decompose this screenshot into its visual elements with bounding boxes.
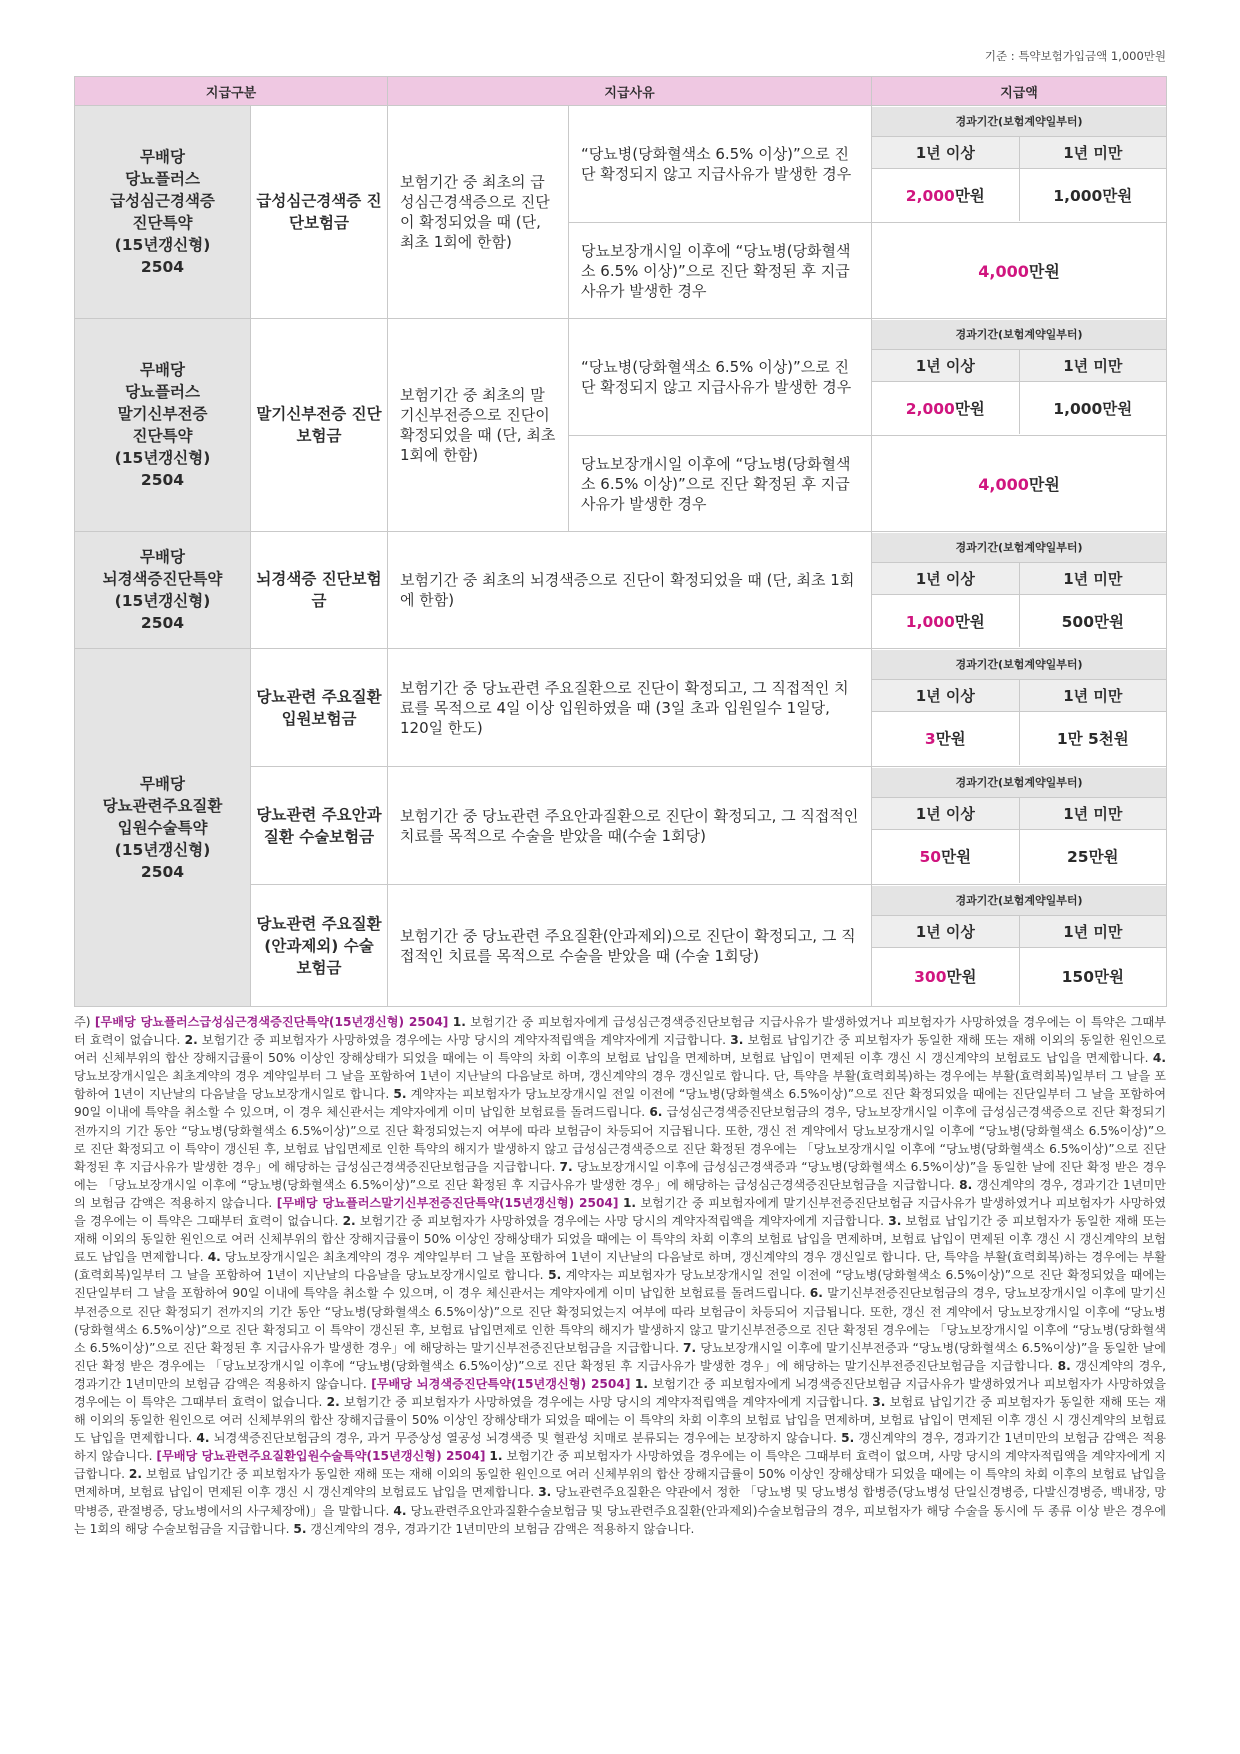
table-row xyxy=(75,106,1167,223)
table-header-row xyxy=(75,77,1167,106)
benefit-name: 당뇨관련 주요질환 (안과제외) 수술 보험금 xyxy=(251,885,388,1007)
payment-condition: “당뇨병(당화혈색소 6.5% 이상)”으로 진단 확정되지 않고 지급사유가 발생한 경우 xyxy=(569,319,872,436)
period-label: 경과기간(보험계약일부터) xyxy=(872,650,1166,679)
amount-cell xyxy=(872,649,1167,767)
payment-condition: “당뇨병(당화혈색소 6.5% 이상)”으로 진단 확정되지 않고 지급사유가 발생한 경우 xyxy=(569,106,872,223)
col-under: 1년 미만 xyxy=(1019,797,1166,829)
rider-name: 무배당 당뇨플러스 급성심근경색증 진단특약 (15년갱신형) 2504 xyxy=(75,106,251,319)
col-under: 1년 미만 xyxy=(1019,136,1166,168)
note-section-title: [무배당 당뇨플러스급성심근경색증진단특약(15년갱신형) 2504] xyxy=(94,1015,449,1029)
col-under: 1년 미만 xyxy=(1019,679,1166,711)
note-section-title: [무배당 당뇨플러스말기신부전증진단특약(15년갱신형) 2504] xyxy=(276,1195,619,1210)
amount-cell xyxy=(872,885,1167,1007)
col-over: 1년 이상 xyxy=(872,562,1019,594)
amount-over: 2,000만원 xyxy=(872,381,1019,434)
col-over: 1년 이상 xyxy=(872,349,1019,381)
benefit-table xyxy=(74,76,1167,1007)
amount-cell xyxy=(872,767,1167,885)
col-under: 1년 미만 xyxy=(1019,349,1166,381)
rider-name: 무배당 당뇨관련주요질환 입원수술특약 (15년갱신형) 2504 xyxy=(75,649,251,1007)
col-over: 1년 이상 xyxy=(872,679,1019,711)
amount-over: 1,000만원 xyxy=(872,594,1019,647)
header-category: 지급구분 xyxy=(75,77,388,106)
amount-single: 4,000만원 xyxy=(872,223,1167,319)
payment-reason: 보험기간 중 최초의 말기신부전증으로 진단이 확정되었을 때 (단, 최초 1회에 한함) xyxy=(388,319,569,532)
payment-reason: 보험기간 중 당뇨관련 주요질환으로 진단이 확정되고, 그 직접적인 치료를 목적으로 4일 이상 입원하였을 때 (3일 초과 입원일수 1일당, 120일 한도) xyxy=(388,649,872,767)
amount-over: 50만원 xyxy=(872,829,1019,883)
amount-cell xyxy=(872,319,1167,436)
footnotes: 주) [무배당 당뇨플러스급성심근경색증진단특약(15년갱신형) 2504] 1. 보험기간 중 피보험자에게 급성심근경색증진단보험금 지급사유가 발생하였거나 피보험자가 사망하였을 경우에는 이 특약은 그때부터 효력이 없습니다. 2. 보험기간 중 피보험자가 사망하였을 경우에는 사망 당시의 계약자적립액을 계약자에게 지급합니다. 3. 보험료 납입기간 중 피보험자가 동일한 재해 또는 재해 이외의 동일한 원인으로 여러 신체부위의 합산 장해지급률이 50% 이상인 장해상태가 되었을 때에는 이 특약의 차회 이후의 보험료 납입을 면제하며, 보험료 납입이 면제된 이후 갱신 시 갱신계약의 보험료도 납입을 면제합니다. 4. 당뇨보장개시일은 최초계약의 경우 계약일부터 그 날을 포함하여 1년이 지난날의 다음날로 하며, 갱신계약의 경우 갱신일로 합니다. 단, 특약을 부활(효력회복)하는 경우에는 부활(효력회복)일부터 그 날을 포함하여 1년이 지난날의 다음날을 당뇨보장개시일로 합니다. 5. 계약자는 피보험자가 당뇨보장개시일 전일 이전에 “당뇨병(당화혈색소 6.5%이상)”으로 진단 확정되었을 때에는 진단일부터 그 날을 포함하여 90일 이내에 특약을 취소할 수 있으며, 이 경우 체신관서는 계약자에게 이미 납입한 보험료를 돌려드립니다. 6. 급성심근경색증진단보험금의 경우, 당뇨보장개시일 이후에 급성심근경색증으로 진단 확정되기 전까지의 기간 동안 “당뇨병(당화혈색소 6.5%이상)”으로 진단 확정되었는지 여부에 따라 보험금이 차등되어 지급됩니다. 또한, 갱신 전 계약에서 당뇨보장개시일 이후에 “당뇨병(당화혈색소 6.5%이상)”으로 진단 확정되고 이 특약이 갱신된 후, 보험료 납입면제로 인한 특약의 해지가 발생하지 않고 급성심근경색증으로 진단 확정된 경우에는 「당뇨보장개시일 이후에 “당뇨병(당화혈색소 6.5%이상)”으로 진단 확정된 후 지급사유가 발생한 경우」에 해당하는 급성심근경색증진단보험금을 지급합니다. 7. 당뇨보장개시일 이후에 급성심근경색증과 “당뇨병(당화혈색소 6.5%이상)”을 동일한 날에 진단 확정 받은 경우에는 「당뇨보장개시일 이후에 “당뇨병(당화혈색소 6.5%이상)”으로 진단 확정된 후 지급사유가 발생한 경우」에 해당하는 급성심근경색증진단보험금을 지급합니다. 8. 갱신계약의 경우, 경과기간 1년미만의 보험금 감액은 적용하지 않습니다. [무배당 당뇨플러스말기신부전증진단특약(15년갱신형) 2504] 1. 보험기간 중 피보험자에게 말기신부전증진단보험금 지급사유가 발생하였거나 피보험자가 사망하였을 경우에는 이 특약은 그때부터 효력이 없습니다. 2. 보험기간 중 피보험자가 사망하였을 경우에는 사망 당시의 계약자적립액을 계약자에게 지급합니다. 3. 보험료 납입기간 중 피보험자가 동일한 재해 또는 재해 이외의 동일한 원인으로 여러 신체부위의 합산 장해지급률이 50% 이상인 장해상태가 되었을 때에는 이 특약의 차회 이후의 보험료 납입을 면제하며, 보험료 납입이 면제된 이후 갱신 시 갱신계약의 보험료도 납입을 면제합니다. 4. 당뇨보장개시일은 최초계약의 경우 계약일부터 그 날을 포함하여 1년이 지난날의 다음날로 하며, 갱신계약의 경우 갱신일로 합니다. 단, 특약을 부활(효력회복)하는 경우에는 부활(효력회복)일부터 그 날을 포함하여 1년이 지난날의 다음날을 당뇨보장개시일로 합니다. 5. 계약자는 피보험자가 당뇨보장개시일 전일 이전에 “당뇨병(당화혈색소 6.5%이상)”으로 진단 확정되었을 때에는 진단일부터 그 날을 포함하여 90일 이내에 특약을 취소할 수 있으며, 이 경우 체신관서는 계약자에게 이미 납입한 보험료를 돌려드립니다. 6. 말기신부전증진단보험금의 경우, 당뇨보장개시일 이후에 말기신부전증으로 진단 확정되기 전까지의 기간 동안 “당뇨병(당화혈색소 6.5%이상)”으로 진단 확정되었는지 여부에 따라 보험금이 차등되어 지급됩니다. 또한, 갱신 전 계약에서 당뇨보장개시일 이후에 “당뇨병(당화혈색소 6.5%이상)”으로 진단 확정되고 이 특약이 갱신된 후, 보험료 납입면제로 인한 특약의 해지가 발생하지 않고 말기신부전증으로 진단 확정된 경우에는 「당뇨보장개시일 이후에 “당뇨병(당화혈색소 6.5%이상)”으로 진단 확정된 후 지급사유가 발생한 경우」에 해당하는 말기신부전증진단보험금을 지급합니다. 7. 당뇨보장개시일 이후에 말기신부전증과 “당뇨병(당화혈색소 6.5%이상)”을 동일한 날에 진단 확정 받은 경우에는 「당뇨보장개시일 이후에 “당뇨병(당화혈색소 6.5%이상)”으로 진단 확정된 후 지급사유가 발생한 경우」에 해당하는 말기신부전증진단보험금을 지급합니다. 8. 갱신계약의 경우, 경과기간 1년미만의 보험금 감액은 적용하지 않습니다. [무배당 뇌경색증진단특약(15년갱신형) 2504] 1. 보험기간 중 피보험자에게 뇌경색증진단보험금 지급사유가 발생하였거나 피보험자가 사망하였을 경우에는 이 특약은 그때부터 효력이 없습니다. 2. 보험기간 중 피보험자가 사망하였을 경우에는 사망 당시의 계약자적립액을 계약자에게 지급합니다. 3. 보험료 납입기간 중 피보험자가 동일한 재해 또는 재해 이외의 동일한 원인으로 여러 신체부위의 합산 장해지급률이 50% 이상인 장해상태가 되었을 때에는 이 특약의 차회 이후의 보험료 납입을 면제하며, 보험료 납입이 면제된 이후 갱신 시 갱신계약의 보험료도 납입을 면제합니다. 4. 뇌경색증진단보험금의 경우, 과거 무증상성 열공성 뇌경색증 및 혈관성 치매로 분류되는 경우에는 보장하지 않습니다. 5. 갱신계약의 경우, 경과기간 1년미만의 보험금 감액은 적용하지 않습니다. [무배당 당뇨관련주요질환입원수술특약(15년갱신형) 2504] 1. 보험기간 중 피보험자가 사망하였을 경우에는 이 특약은 그때부터 효력이 없으며, 사망 당시의 계약자적립액을 계약자에게 지급합니다. 2. 보험료 납입기간 중 피보험자가 동일한 재해 또는 재해 이외의 동일한 원인으로 여러 신체부위의 합산 장해지급률이 50% 이상인 장해상태가 되었을 때에는 이 특약의 차회 이후의 보험료 납입을 면제하며, 보험료 납입이 면제된 이후 갱신 시 갱신계약의 보험료도 납입을 면제합니다. 3. 당뇨관련주요질환은 약관에서 정한 「당뇨병 및 당뇨병성 합병증(당뇨병성 단일신경병증, 다발신경병증, 백내장, 망막병증, 관절병증, 당뇨병에서의 사구체장애)」을 말합니다. 4. 당뇨관련주요안과질환수술보험금 및 당뇨관련주요질환(안과제외)수술보험금의 경우, 피보험자가 해당 수술을 동시에 두 종류 이상 받은 경우에는 1회의 해당 수술보험금을 지급합니다. 5. 갱신계약의 경우, 경과기간 1년미만의 보험금 감액은 적용하지 않습니다. xyxy=(74,1015,1167,1536)
amount-over: 3만원 xyxy=(872,711,1019,765)
col-over: 1년 이상 xyxy=(872,797,1019,829)
payment-condition: 당뇨보장개시일 이후에 “당뇨병(당화혈색소 6.5% 이상)”으로 진단 확정된 후 지급사유가 발생한 경우 xyxy=(569,436,872,532)
benefit-name: 급성심근경색증 진단보험금 xyxy=(251,106,388,319)
col-under: 1년 미만 xyxy=(1019,915,1166,947)
payment-reason: 보험기간 중 최초의 급성심근경색증으로 진단이 확정되었을 때 (단, 최초 1회에 한함) xyxy=(388,106,569,319)
payment-reason: 보험기간 중 당뇨관련 주요안과질환으로 진단이 확정되고, 그 직접적인 치료를 목적으로 수술을 받았을 때(수술 1회당) xyxy=(388,767,872,885)
period-label: 경과기간(보험계약일부터) xyxy=(872,107,1166,136)
period-label: 경과기간(보험계약일부터) xyxy=(872,768,1166,797)
payment-condition: 당뇨보장개시일 이후에 “당뇨병(당화혈색소 6.5% 이상)”으로 진단 확정된 후 지급사유가 발생한 경우 xyxy=(569,223,872,319)
table-row xyxy=(75,319,1167,436)
rider-name: 무배당 당뇨플러스 말기신부전증 진단특약 (15년갱신형) 2504 xyxy=(75,319,251,532)
benefit-name: 뇌경색증 진단보험금 xyxy=(251,532,388,649)
col-under: 1년 미만 xyxy=(1019,562,1166,594)
amount-under: 500만원 xyxy=(1061,612,1124,631)
benefit-name: 당뇨관련 주요안과질환 수술보험금 xyxy=(251,767,388,885)
period-label: 경과기간(보험계약일부터) xyxy=(872,320,1166,349)
amount-single: 4,000만원 xyxy=(872,436,1167,532)
amount-under: 25만원 xyxy=(1067,848,1119,867)
period-label: 경과기간(보험계약일부터) xyxy=(872,886,1166,915)
header-amount: 지급액 xyxy=(872,77,1167,106)
period-label: 경과기간(보험계약일부터) xyxy=(872,533,1166,562)
amount-under: 150만원 xyxy=(1061,968,1124,987)
basis-note: 기준 : 특약보험가입금액 1,000만원 xyxy=(984,49,1166,63)
rider-name: 무배당 뇌경색증진단특약 (15년갱신형) 2504 xyxy=(75,532,251,649)
benefit-name: 당뇨관련 주요질환 입원보험금 xyxy=(251,649,388,767)
note-section-title: [무배당 뇌경색증진단특약(15년갱신형) 2504] xyxy=(371,1376,631,1391)
amount-cell xyxy=(872,106,1167,223)
payment-reason: 보험기간 중 최초의 뇌경색증으로 진단이 확정되었을 때 (단, 최초 1회에 한함) xyxy=(388,532,872,649)
table-row xyxy=(75,649,1167,767)
amount-under: 1만 5천원 xyxy=(1056,730,1129,749)
amount-over: 300만원 xyxy=(872,947,1019,1005)
col-over: 1년 이상 xyxy=(872,136,1019,168)
col-over: 1년 이상 xyxy=(872,915,1019,947)
amount-under: 1,000만원 xyxy=(1053,186,1133,205)
amount-under: 1,000만원 xyxy=(1053,399,1133,418)
table-row xyxy=(75,532,1167,649)
header-reason: 지급사유 xyxy=(388,77,872,106)
amount-cell xyxy=(872,532,1167,649)
amount-over: 2,000만원 xyxy=(872,168,1019,221)
benefit-name: 말기신부전증 진단보험금 xyxy=(251,319,388,532)
payment-reason: 보험기간 중 당뇨관련 주요질환(안과제외)으로 진단이 확정되고, 그 직접적인 치료를 목적으로 수술을 받았을 때 (수술 1회당) xyxy=(388,885,872,1007)
note-section-title: [무배당 당뇨관련주요질환입원수술특약(15년갱신형) 2504] xyxy=(156,1449,486,1464)
